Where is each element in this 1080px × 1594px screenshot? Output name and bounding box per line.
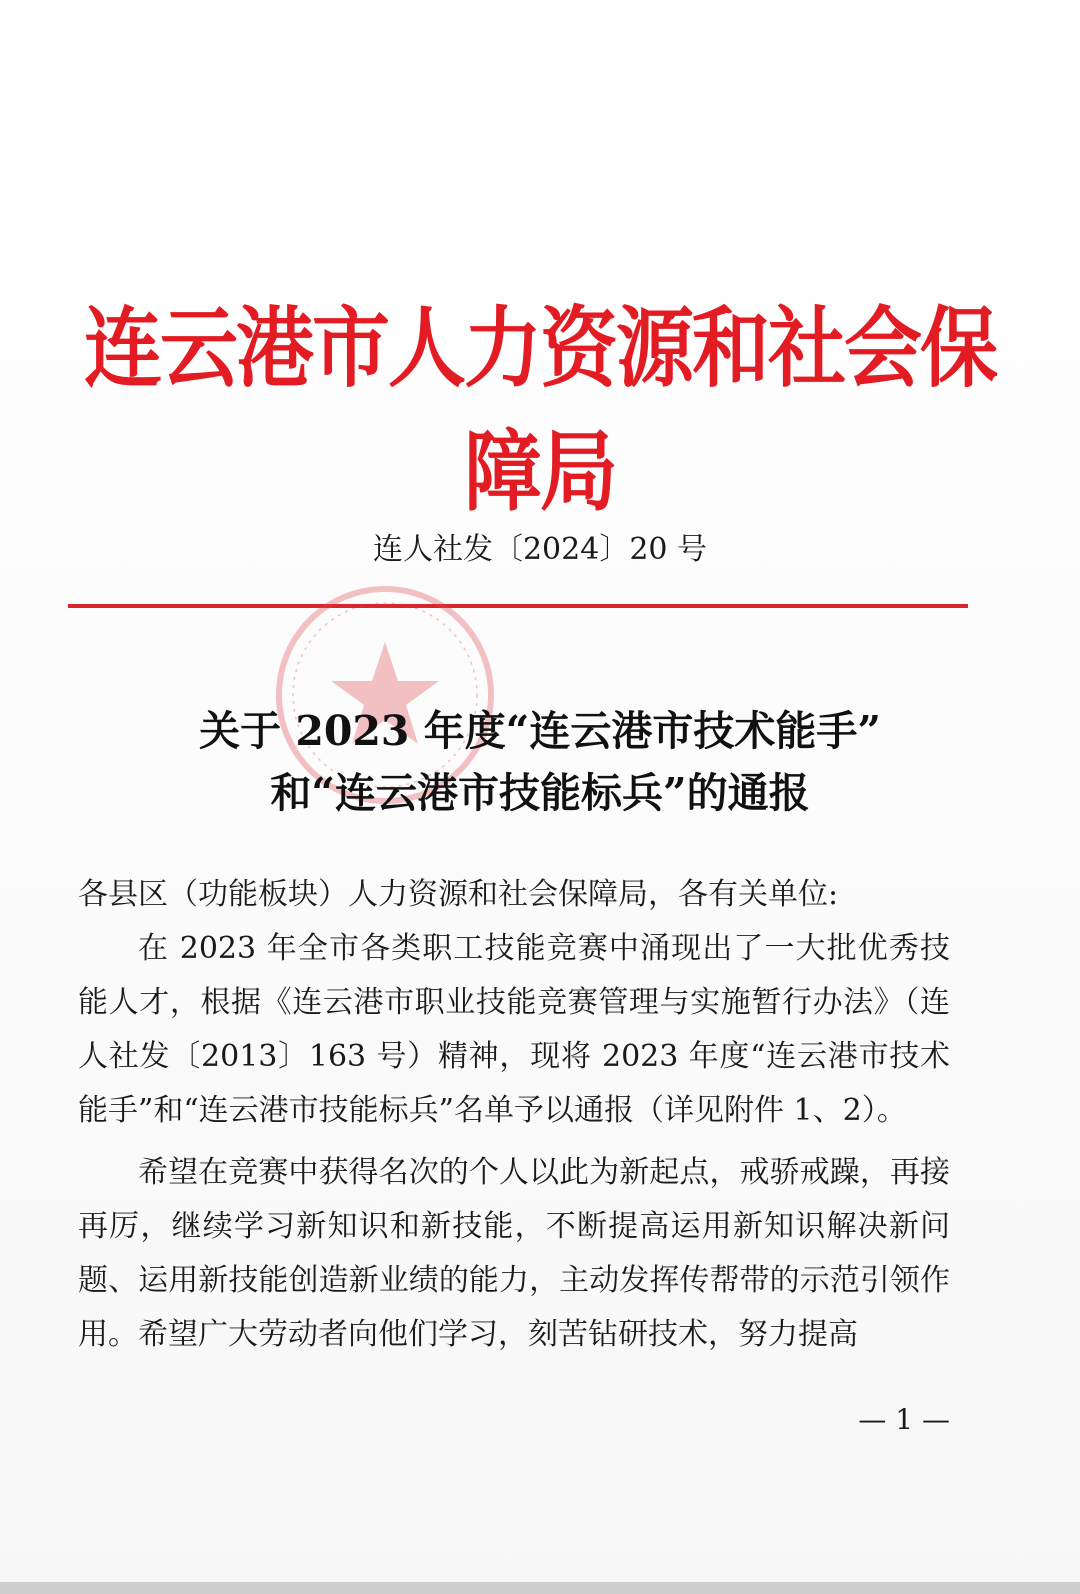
notice-title	[0, 700, 1080, 824]
page-number: — 1 —	[858, 1403, 950, 1436]
scan-bottom-edge	[0, 1582, 1080, 1594]
salutation: 各县区（功能板块）人力资源和社会保障局，各有关单位:	[78, 877, 839, 912]
body-paragraph-1: 在 2023 年全市各类职工技能竞赛中涌现出了一大批优秀技能人才，根据《连云港市职业技能竞赛管理与实施暂行办法》（连人社发〔2013〕163 号）精神，现将 2023 年度“连云港市技术能手”和“连云港市技能标兵”名单予以通报（详见附件 1、2）。	[78, 931, 950, 1128]
notice-body	[78, 868, 950, 1362]
issuing-organization-header: 连云港市人力资源和社会保障局	[83, 298, 996, 524]
notice-title-line-2: 和“连云港市技能标兵”的通报	[270, 769, 810, 817]
document-number: 连人社发〔2024〕20 号	[372, 532, 708, 567]
body-paragraph-2: 希望在竞赛中获得名次的个人以此为新起点，戒骄戒躁，再接再厉，继续学习新知识和新技能，不断提高运用新知识解决新问题、运用新技能创造新业绩的能力，主动发挥传帮带的示范引领作用。希望广大劳动者向他们学习，刻苦钻研技术，努力提高	[78, 1155, 950, 1352]
notice-title-line-1: 关于 2023 年度“连云港市技术能手”	[199, 707, 881, 755]
red-separator-line	[68, 604, 968, 608]
